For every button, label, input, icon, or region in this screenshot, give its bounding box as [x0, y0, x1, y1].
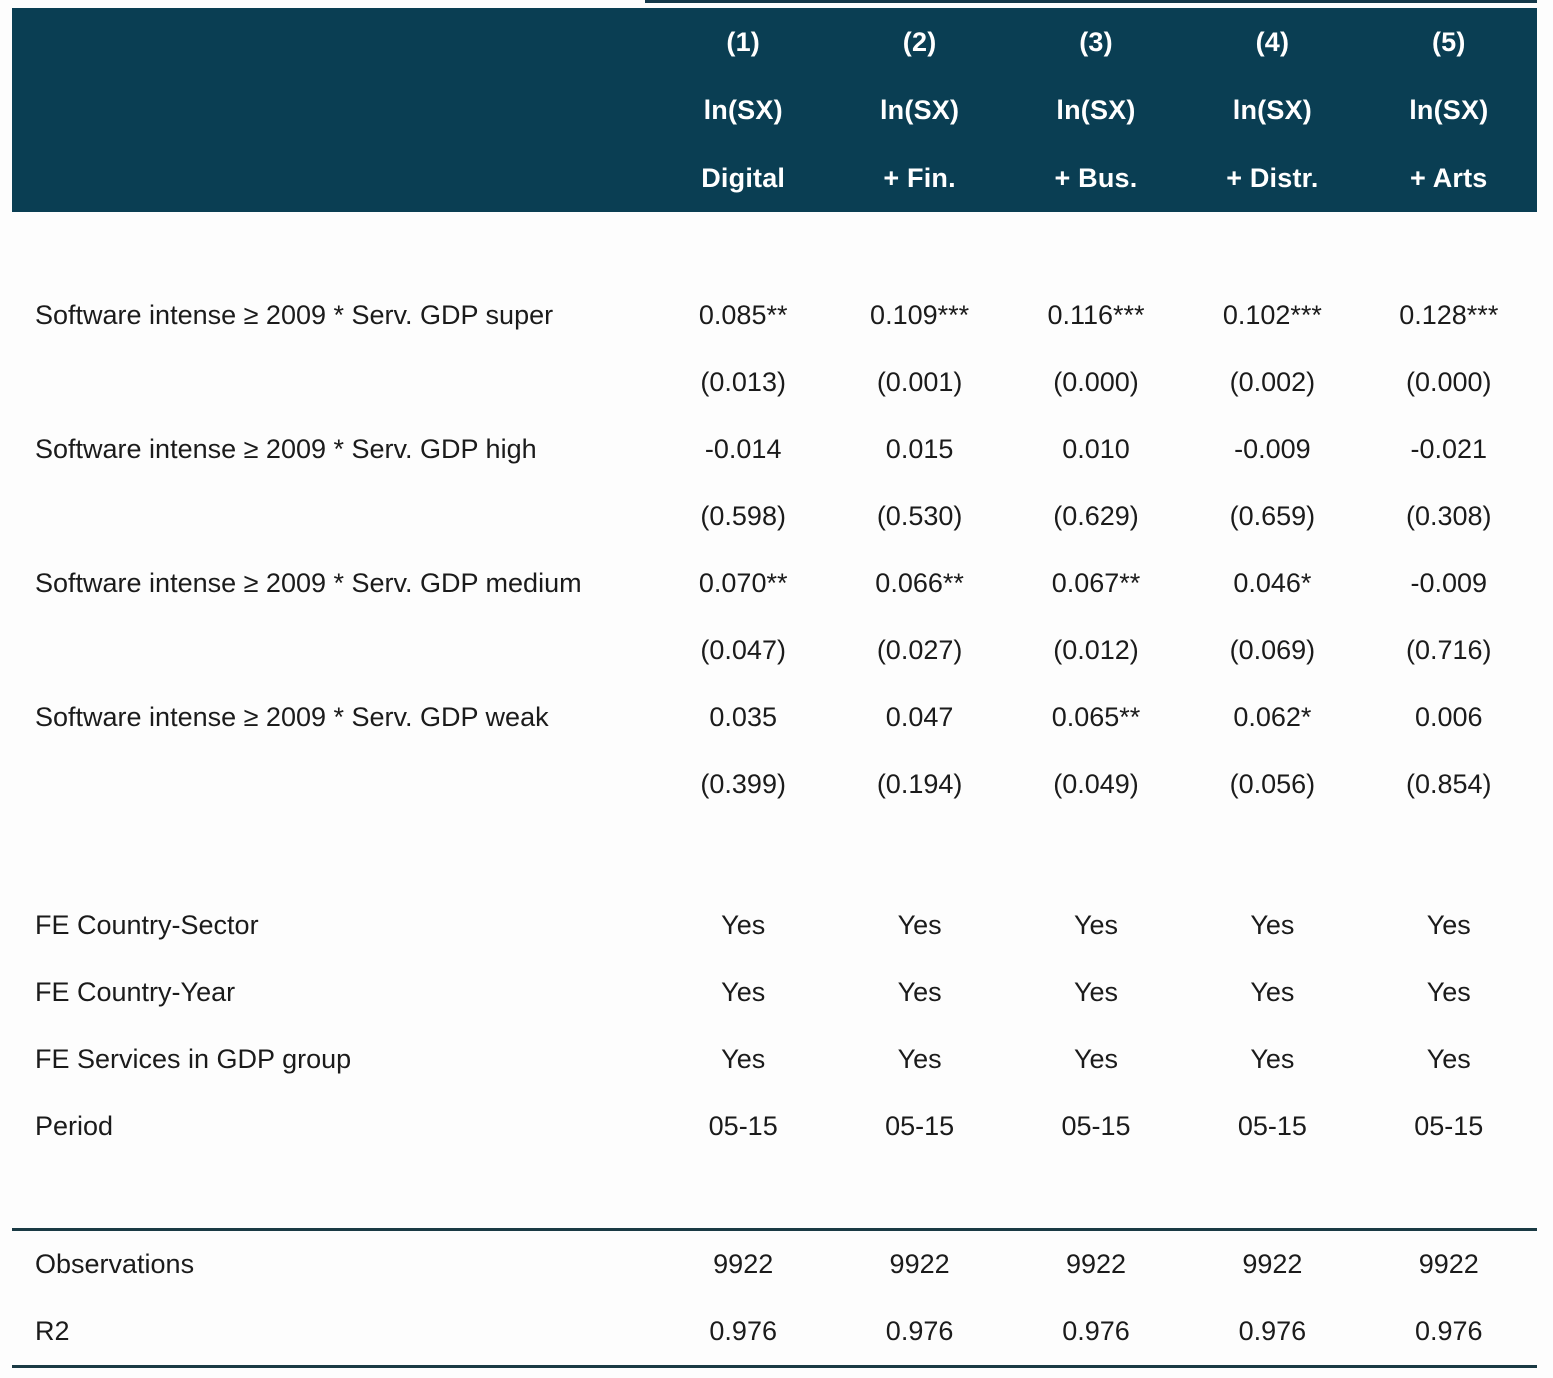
- coef-cell: 0.109***: [870, 300, 970, 330]
- fe-label: FE Country-Sector: [35, 910, 259, 940]
- pvalue-cell: (0.047): [700, 635, 786, 665]
- fe-label: FE Country-Year: [35, 977, 236, 1007]
- pvalue-cell: (0.000): [1053, 367, 1139, 397]
- variable-label: Software intense ≥ 2009 * Serv. GDP high: [35, 434, 537, 464]
- stat-cell: 0.976: [1238, 1316, 1307, 1346]
- coef-cell: 0.047: [885, 702, 954, 732]
- table-header: [12, 8, 1537, 212]
- table-row: [12, 483, 1537, 550]
- model-label: + Arts: [1410, 162, 1488, 193]
- table-row: [12, 1026, 1537, 1093]
- coef-cell: 0.066**: [875, 568, 964, 598]
- model-label: + Distr.: [1226, 162, 1319, 193]
- model-label: Digital: [701, 162, 786, 193]
- coef-cell: 0.128***: [1399, 300, 1499, 330]
- table-row: [12, 416, 1537, 483]
- period-cell: 05-15: [1414, 1111, 1484, 1141]
- pvalue-cell: (0.049): [1053, 769, 1139, 799]
- fe-cell: Yes: [1073, 1044, 1119, 1074]
- coef-cell: 0.006: [1415, 702, 1483, 732]
- coef-cell: 0.035: [709, 702, 777, 732]
- horizontal-rule: [12, 1365, 1537, 1368]
- pvalue-cell: (0.012): [1053, 635, 1139, 665]
- variable-label: Software intense ≥ 2009 * Serv. GDP weak: [35, 702, 549, 732]
- coef-cell: 0.015: [885, 434, 954, 464]
- stat-cell: 9922: [1065, 1249, 1127, 1279]
- coef-cell: -0.009: [1234, 434, 1311, 464]
- fe-cell: Yes: [1073, 977, 1119, 1007]
- fe-cell: Yes: [721, 1044, 766, 1074]
- pvalue-cell: (0.027): [876, 635, 963, 665]
- fe-cell: Yes: [721, 910, 766, 940]
- dep-var-label: ln(SX): [1409, 94, 1489, 125]
- stat-cell: 9922: [713, 1249, 774, 1279]
- table-row: [12, 1231, 1537, 1298]
- stat-label: R2: [35, 1316, 70, 1346]
- coef-cell: 0.046*: [1233, 568, 1312, 598]
- fe-cell: Yes: [721, 977, 766, 1007]
- pvalue-cell: (0.530): [876, 501, 963, 531]
- stat-cell: 9922: [1418, 1249, 1479, 1279]
- pvalue-cell: (0.000): [1406, 367, 1492, 397]
- table-row: [12, 617, 1537, 684]
- table-row: [12, 959, 1537, 1026]
- table-row: [12, 349, 1537, 416]
- column-number: (5): [1431, 26, 1466, 57]
- table-row: [12, 684, 1537, 751]
- column-number: (1): [726, 26, 760, 57]
- model-label: + Fin.: [883, 162, 956, 193]
- column-number: (3): [1079, 26, 1113, 57]
- fe-cell: Yes: [897, 910, 942, 940]
- dep-var-label: ln(SX): [1056, 94, 1136, 125]
- pvalue-cell: (0.001): [876, 367, 963, 397]
- period-cell: 05-15: [1061, 1111, 1131, 1141]
- coef-cell: 0.102***: [1222, 300, 1322, 330]
- fe-cell: Yes: [897, 977, 942, 1007]
- pvalue-cell: (0.854): [1406, 769, 1492, 799]
- pvalue-cell: (0.629): [1053, 501, 1139, 531]
- table-row: [12, 1298, 1537, 1365]
- pvalue-cell: (0.716): [1406, 635, 1492, 665]
- period-cell: 05-15: [708, 1111, 778, 1141]
- stat-label: Observations: [35, 1249, 195, 1279]
- stat-cell: 9922: [1242, 1249, 1303, 1279]
- stat-cell: 9922: [889, 1249, 950, 1279]
- coef-cell: 0.116***: [1047, 300, 1145, 330]
- coef-cell: 0.065**: [1051, 702, 1141, 732]
- spacer: [12, 1160, 1537, 1228]
- coef-cell: -0.021: [1410, 434, 1488, 464]
- table-row: [12, 550, 1537, 617]
- table-row: [12, 751, 1537, 818]
- fe-cell: Yes: [1250, 910, 1295, 940]
- spacer: [12, 212, 1537, 282]
- dep-var-label: ln(SX): [879, 94, 960, 125]
- fe-label: FE Services in GDP group: [35, 1044, 352, 1074]
- coef-cell: 0.010: [1062, 434, 1130, 464]
- dep-var-label: ln(SX): [1232, 94, 1312, 125]
- table-row: [12, 282, 1537, 349]
- fe-cell: Yes: [897, 1044, 942, 1074]
- pvalue-cell: (0.399): [700, 769, 786, 799]
- stat-cell: 0.976: [1415, 1316, 1483, 1346]
- pvalue-cell: (0.002): [1229, 367, 1316, 397]
- spacer: [12, 818, 1537, 892]
- coef-cell: 0.085**: [698, 300, 788, 330]
- variable-label: Software intense ≥ 2009 * Serv. GDP medium: [35, 568, 582, 598]
- stat-cell: 0.976: [1062, 1316, 1130, 1346]
- fe-cell: Yes: [1250, 1044, 1295, 1074]
- table-row: [12, 1093, 1537, 1160]
- pvalue-cell: (0.069): [1229, 635, 1316, 665]
- stat-cell: 0.976: [709, 1316, 777, 1346]
- column-number: (4): [1255, 26, 1290, 57]
- top-partial-rule: [645, 0, 1537, 3]
- coef-cell: -0.009: [1410, 568, 1488, 598]
- coef-cell: -0.014: [704, 434, 782, 464]
- period-label: Period: [35, 1111, 114, 1141]
- fe-cell: Yes: [1426, 977, 1471, 1007]
- pvalue-cell: (0.659): [1229, 501, 1316, 531]
- dep-var-label: ln(SX): [703, 94, 783, 125]
- coef-cell: 0.067**: [1051, 568, 1141, 598]
- pvalue-cell: (0.056): [1229, 769, 1316, 799]
- stat-cell: 0.976: [885, 1316, 954, 1346]
- coef-cell: 0.062*: [1233, 702, 1312, 732]
- fe-cell: Yes: [1073, 910, 1119, 940]
- pvalue-cell: (0.013): [700, 367, 786, 397]
- coef-cell: 0.070**: [698, 568, 788, 598]
- variable-label: Software intense ≥ 2009 * Serv. GDP super: [35, 300, 554, 330]
- table-body: [12, 212, 1537, 1368]
- pvalue-cell: (0.194): [876, 769, 963, 799]
- pvalue-cell: (0.598): [700, 501, 786, 531]
- model-label: + Bus.: [1054, 162, 1138, 193]
- period-cell: 05-15: [885, 1111, 955, 1141]
- pvalue-cell: (0.308): [1406, 501, 1492, 531]
- fe-cell: Yes: [1426, 1044, 1471, 1074]
- fe-cell: Yes: [1250, 977, 1295, 1007]
- column-number: (2): [902, 26, 937, 57]
- table-row: [12, 892, 1537, 959]
- fe-cell: Yes: [1426, 910, 1471, 940]
- period-cell: 05-15: [1237, 1111, 1307, 1141]
